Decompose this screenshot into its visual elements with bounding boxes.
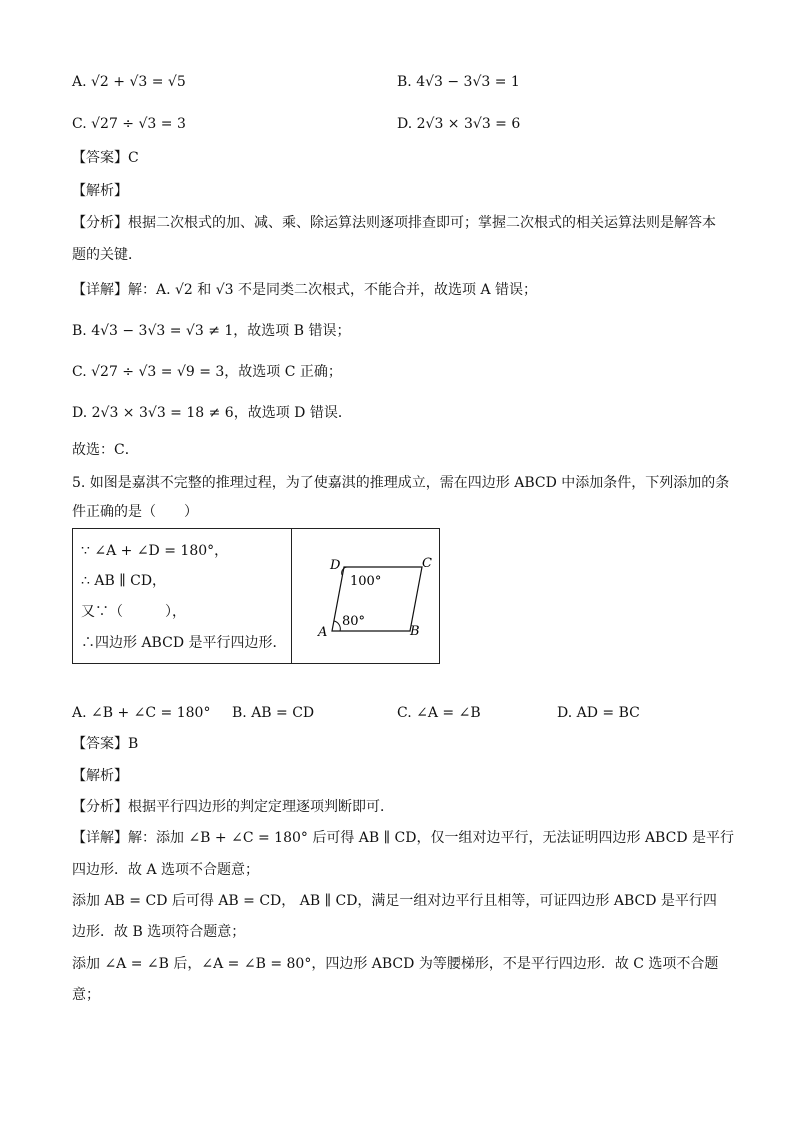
q4-xiangjie-c: C. √27 ÷ √3 = √9 = 3，故选项 C 正确； bbox=[72, 364, 342, 380]
q5-analysis-label: 【解析】 bbox=[72, 768, 128, 784]
q5-xiangjie-line2: 四边形．故 A 选项不合题意； bbox=[72, 862, 260, 878]
q4-fenxi-text: 根据二次根式的加、减、乘、除运算法则逐项排查即可；掌握二次根式的相关运算法则是解答本 bbox=[128, 215, 716, 231]
q4-option-d: D. 2√3 × 3√3 = 6 bbox=[397, 116, 521, 132]
q4-option-a: A. √2 + √3 = √5 bbox=[72, 74, 186, 90]
q5-xiangjie-line6: 意； bbox=[72, 987, 100, 1003]
q5-xiangjie-line3: 添加 AB = CD 后可得 AB = CD， AB ∥ CD，满足一组对边平行且相等，可证四边形 ABCD 是平行四 bbox=[72, 893, 717, 909]
q4-analysis-label: 【解析】 bbox=[72, 183, 128, 199]
q5-xiangjie-line5: 添加 ∠A = ∠B 后，∠A = ∠B = 80°，四边形 ABCD 为等腰梯形，不是平行四边形．故 C 选项不合题 bbox=[72, 956, 719, 972]
angle-a-label: 80° bbox=[342, 614, 366, 629]
angle-d-label: 100° bbox=[350, 574, 382, 589]
q5-answer-label: 【答案】 bbox=[72, 736, 128, 752]
q5-fenxi-text: 根据平行四边形的判定定理逐项判断即可． bbox=[128, 799, 394, 815]
q5-stem-line2: 件正确的是（ ） bbox=[72, 504, 198, 520]
proof-step-2: ∴ AB ∥ CD， bbox=[81, 573, 167, 589]
q5-xiangjie-line4: 边形．故 B 选项符合题意； bbox=[72, 924, 246, 940]
proof-step-3: 又∵（ ）， bbox=[81, 604, 186, 620]
q4-fenxi-line2: 题的关键． bbox=[72, 247, 142, 263]
vertex-a-label: A bbox=[318, 625, 328, 640]
vertex-c-label: C bbox=[422, 556, 432, 571]
q5-option-b: B. AB = CD bbox=[232, 705, 315, 721]
q5-option-a: A. ∠B + ∠C = 180° bbox=[72, 705, 211, 721]
q4-fenxi-line1 bbox=[72, 213, 716, 233]
q5-xiangjie-line1 bbox=[72, 828, 734, 848]
parallelogram-figure bbox=[292, 529, 439, 663]
q4-option-c: C. √27 ÷ √3 = 3 bbox=[72, 116, 186, 132]
q5-answer-value: B bbox=[128, 736, 139, 752]
q5-xiangjie-label: 【详解】 bbox=[72, 830, 128, 846]
q4-answer-label: 【答案】 bbox=[72, 150, 128, 166]
proof-step-1: ∵ ∠A + ∠D = 180°， bbox=[81, 543, 229, 559]
proof-step-4: ∴四边形 ABCD 是平行四边形． bbox=[81, 635, 287, 651]
q5-proof-table bbox=[72, 528, 440, 664]
q4-xiangjie-d: D. 2√3 × 3√3 = 18 ≠ 6，故选项 D 错误． bbox=[72, 405, 352, 421]
q4-answer-value: C bbox=[128, 150, 139, 166]
q4-conclusion: 故选：C． bbox=[72, 442, 139, 458]
q5-option-c: C. ∠A = ∠B bbox=[397, 705, 481, 721]
q4-xiangjie-b: B. 4√3 − 3√3 = √3 ≠ 1，故选项 B 错误； bbox=[72, 323, 351, 339]
angle-a-arc bbox=[334, 621, 340, 631]
q4-xiangjie-a bbox=[72, 280, 537, 300]
q5-option-d: D. AD = BC bbox=[557, 705, 640, 721]
q4-option-b: B. 4√3 − 3√3 = 1 bbox=[397, 74, 520, 90]
q4-answer bbox=[72, 148, 139, 168]
q5-stem-line1: 5. 如图是嘉淇不完整的推理过程，为了使嘉淇的推理成立，需在四边形 ABCD 中添加条件，下列添加的条 bbox=[72, 475, 730, 491]
vertex-b-label: B bbox=[410, 624, 420, 639]
q5-fenxi-label: 【分析】 bbox=[72, 799, 128, 815]
q5-fenxi bbox=[72, 797, 394, 817]
q4-xiangjie-label: 【详解】 bbox=[72, 282, 128, 298]
q4-xiangjie-a-text: 解：A. √2 和 √3 不是同类二次根式，不能合并，故选项 A 错误； bbox=[128, 282, 538, 298]
q5-xiangjie-line1-text: 解：添加 ∠B + ∠C = 180° 后可得 AB ∥ CD，仅一组对边平行，无法证明四边形 ABCD 是平行 bbox=[128, 830, 734, 846]
q4-fenxi-label: 【分析】 bbox=[72, 215, 128, 231]
q5-answer bbox=[72, 734, 138, 754]
vertex-d-label: D bbox=[330, 558, 341, 573]
